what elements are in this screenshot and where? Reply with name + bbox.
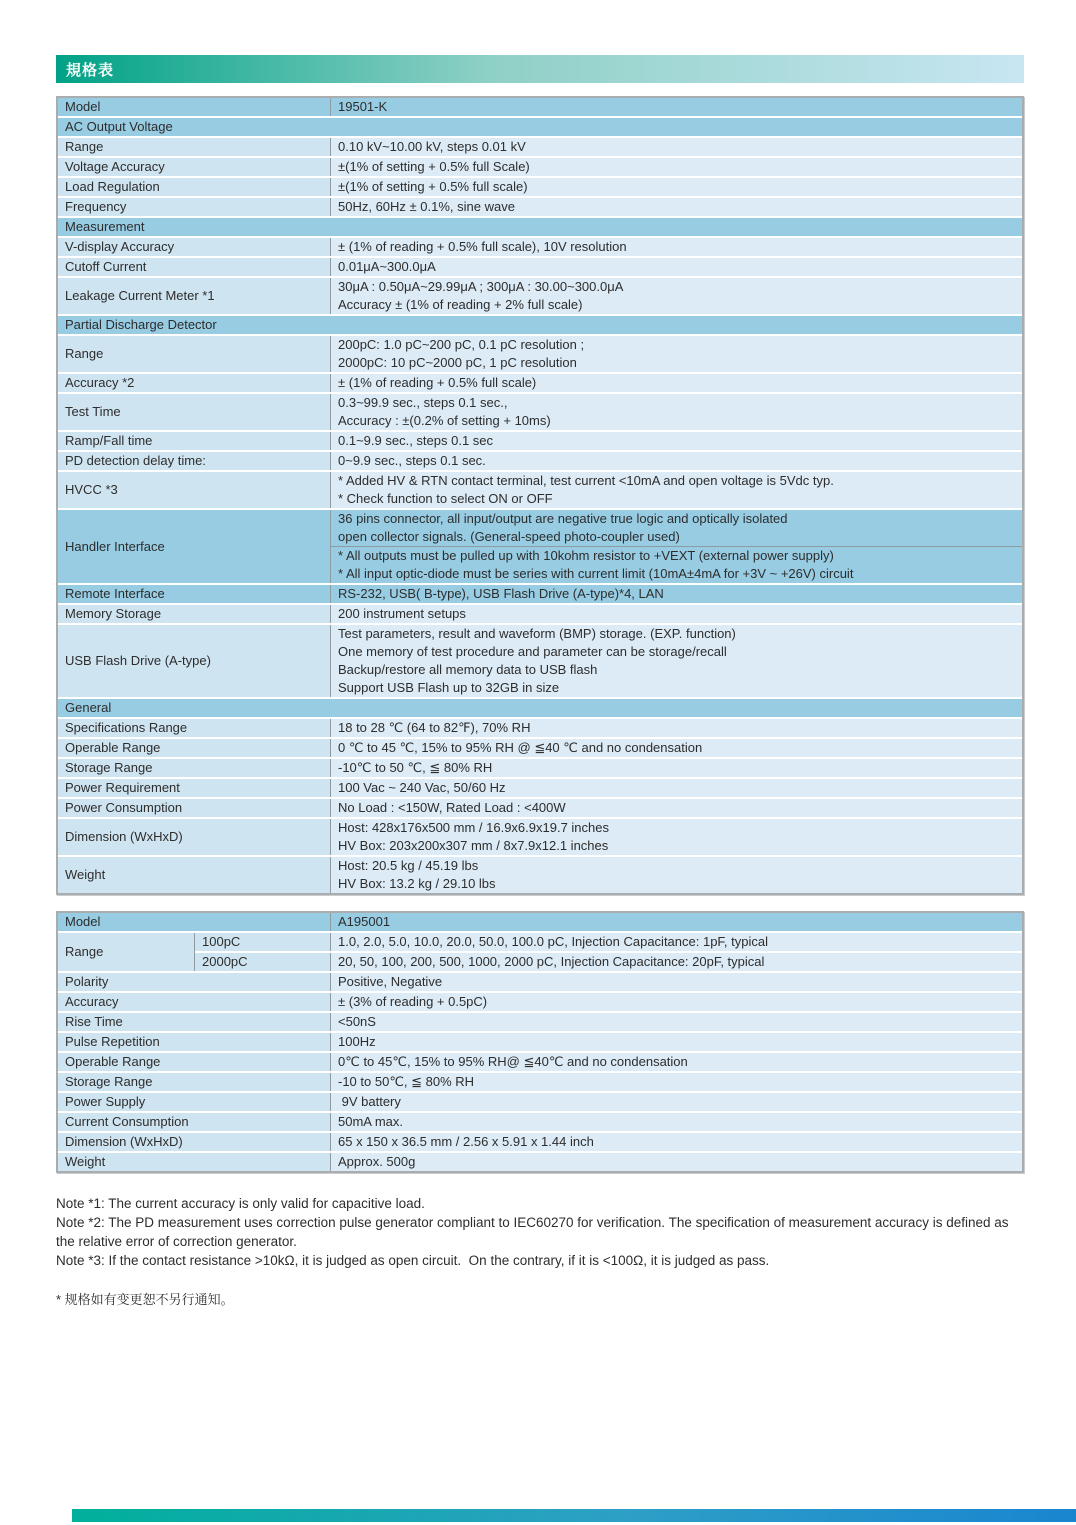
spec-value [331,472,1022,508]
spec-row [58,819,1022,857]
spec-value-line: 0 ℃ to 45 ℃, 15% to 95% RH @ ≦40 ℃ and no condensation [338,740,703,755]
spec-value-line: 0~9.9 sec., steps 0.1 sec. [338,453,486,468]
spec-row [58,719,1022,739]
section-label: AC Output Voltage [65,119,173,134]
spec-value-line: HV Box: 203x200x307 mm / 8x7.9x12.1 inches [338,838,609,853]
spec-label [58,198,331,216]
spec-value [331,759,1022,777]
spec-label-text: Pulse Repetition [65,1034,160,1049]
spec-value [331,198,1022,216]
spec-label [58,585,331,603]
spec-label [58,452,331,470]
spec-label [58,913,331,931]
spec-label-text: Current Consumption [65,1114,189,1129]
spec-value-line: HV Box: 13.2 kg / 29.10 lbs [338,876,496,891]
spec-label [58,1073,331,1091]
spec-label-text: PD detection delay time: [65,453,206,468]
spec-value [331,394,1022,430]
spec-row [58,779,1022,799]
spec-label-text: Storage Range [65,760,153,775]
spec-label [58,857,331,893]
spec-value-line: 200 instrument setups [338,606,466,621]
spec-value-line: Accuracy ± (1% of reading + 2% full scale) [338,297,583,312]
spec-value [331,1113,1022,1131]
spec-label-text: HVCC *3 [65,482,118,497]
spec-value-line: * All outputs must be pulled up with 10kohm resistor to +VEXT (external power supply) [338,548,834,563]
spec-label [58,510,331,583]
spec-label-text: Load Regulation [65,179,160,194]
spec-value-line: * Added HV & RTN contact terminal, test current <10mA and open voltage is 5Vdc typ. [338,473,834,488]
spec-label [58,1093,331,1111]
spec-row [58,238,1022,258]
spec-row [58,472,1022,510]
spec-label [58,472,331,508]
spec-value [331,278,1022,314]
section-label [58,699,1022,717]
spec-label-text: Accuracy [65,994,119,1009]
spec-label-text: Cutoff Current [65,259,147,274]
spec-label-text: Ramp/Fall time [65,433,153,448]
spec-label-text: Dimension (WxHxD) [65,829,183,844]
spec-label-text: Frequency [65,199,127,214]
spec-label [58,336,331,372]
spec-label [58,1153,331,1171]
spec-value [331,953,1022,971]
spec-label [58,432,331,450]
section-row [58,218,1022,238]
spec-row [58,973,1022,993]
spec-value-line: 0.1~9.9 sec., steps 0.1 sec [338,433,494,448]
spec-value-line: Host: 428x176x500 mm / 16.9x6.9x19.7 inches [338,820,609,835]
spec-value-line: 0.3~99.9 sec., steps 0.1 sec., [338,395,508,410]
spec-row [58,336,1022,374]
spec-label-text: Range [65,944,104,959]
cjk-footnote: * 规格如有变更恕不另行通知。 [56,1292,234,1307]
spec-row [58,98,1022,118]
spec-sub-label [195,933,331,951]
spec-row [58,1133,1022,1153]
spec-value-line: 50mA max. [338,1114,404,1129]
spec-row [58,510,1022,585]
spec-value-line: Accuracy : ±(0.2% of setting + 10ms) [338,413,551,428]
spec-value-block [331,510,1022,546]
spec-value [331,819,1022,855]
spec-row [58,933,1022,973]
spec-row [58,258,1022,278]
spec-label-text: Operable Range [65,1054,161,1069]
spec-value-line: 100Hz [338,1034,376,1049]
spec-value-block [331,546,1022,583]
section-row [58,118,1022,138]
spec-value-line: A195001 [338,914,391,929]
spec-value [331,452,1022,470]
spec-label [58,394,331,430]
spec-row [58,605,1022,625]
spec-value-line: * Check function to select ON or OFF [338,491,553,506]
spec-value [331,933,1022,951]
spec-row [58,913,1022,933]
spec-sub-row [195,933,1022,951]
spec-label-text: Voltage Accuracy [65,159,165,174]
spec-label [58,933,195,971]
spec-value-line: -10℃ to 50 ℃, ≦ 80% RH [338,760,493,775]
section-row [58,699,1022,719]
spec-label-text: Weight [65,867,106,882]
spec-value [331,1133,1022,1151]
spec-value-line: 0.10 kV~10.00 kV, steps 0.01 kV [338,139,526,154]
spec-label [58,799,331,817]
spec-label-text: Rise Time [65,1014,123,1029]
spec-value-line: open collector signals. (General-speed photo-coupler used) [338,529,680,544]
spec-label [58,1133,331,1151]
spec-value [331,138,1022,156]
spec-label-text: Storage Range [65,1074,153,1089]
spec-value [331,605,1022,623]
spec-label [58,605,331,623]
spec-value-line: RS-232, USB( B-type), USB Flash Drive (A-type)*4, LAN [338,586,664,601]
spec-value [331,625,1022,697]
spec-value-line: One memory of test procedure and parameter can be storage/recall [338,644,727,659]
spec-value-line: * All input optic-diode must be series with current limit (10mA±4mA for +3V ~ +26V) circuit [338,566,854,581]
spec-label [58,1053,331,1071]
spec-value [331,993,1022,1011]
spec-value-line: 65 x 150 x 36.5 mm / 2.56 x 5.91 x 1.44 inch [338,1134,594,1149]
spec-label-text: Model [65,99,101,114]
spec-value-line: ± (3% of reading + 0.5pC) [338,994,488,1009]
spec-value [331,857,1022,893]
spec-row [58,374,1022,394]
spec-row [58,278,1022,316]
spec-label [58,98,331,116]
spec-row [58,585,1022,605]
spec-value [331,1033,1022,1051]
spec-value-line: 200pC: 1.0 pC~200 pC, 0.1 pC resolution ; [338,337,585,352]
spec-label [58,759,331,777]
page-content [56,55,1024,1309]
spec-value-line: 19501-K [338,99,388,114]
spec-row [58,857,1022,893]
spec-value [331,432,1022,450]
spec-value [331,178,1022,196]
spec-row [58,739,1022,759]
spec-label-text: Memory Storage [65,606,162,621]
spec-row [58,1053,1022,1073]
spec-label [58,1013,331,1031]
spec-value [331,739,1022,757]
spec-label-text: USB Flash Drive (A-type) [65,653,211,668]
spec-label [58,1113,331,1131]
spec-value-line: Support USB Flash up to 32GB in size [338,680,560,695]
spec-label [58,993,331,1011]
spec-value-line: 100 Vac ~ 240 Vac, 50/60 Hz [338,780,506,795]
spec-value-line: 1.0, 2.0, 5.0, 10.0, 20.0, 50.0, 100.0 pC, Injection Capacitance: 1pF, typical [338,934,769,949]
spec-label-text: Operable Range [65,740,161,755]
spec-value-line: Test parameters, result and waveform (BMP) storage. (EXP. function) [338,626,736,641]
spec-row [58,759,1022,779]
spec-row [58,452,1022,472]
spec-value [331,1053,1022,1071]
spec-label [58,138,331,156]
spec-sheet-title-bar [56,55,1024,83]
spec-label-text: Model [65,914,101,929]
spec-row [58,1113,1022,1133]
spec-row [58,432,1022,452]
spec-value [331,1073,1022,1091]
spec-row [58,178,1022,198]
spec-label-text: Dimension (WxHxD) [65,1134,183,1149]
spec-label-text: Leakage Current Meter *1 [65,288,215,303]
spec-value [331,374,1022,392]
spec-label [58,625,331,697]
spec-value [331,98,1022,116]
spec-value-line: 9V battery [338,1094,401,1109]
spec-row [58,198,1022,218]
spec-label [58,1033,331,1051]
spec-label [58,779,331,797]
spec-label-text: Polarity [65,974,109,989]
spec-label-text: Test Time [65,404,121,419]
spec-value-stack [331,510,1022,583]
spec-value [331,158,1022,176]
spec-value [331,1093,1022,1111]
spec-value [331,585,1022,603]
spec-value-line: 18 to 28 ℃ (64 to 82℉), 70% RH [338,720,531,735]
spec-label [58,819,331,855]
spec-label-text: Range [65,346,104,361]
spec-row [58,625,1022,699]
spec-table-calibrator [56,911,1024,1173]
spec-label [58,739,331,757]
note-line: Note *2: The PD measurement uses correction pulse generator compliant to IEC60270 for verification. The specification of measurement accuracy is defined as the relative error of correction generator. [56,1215,1013,1249]
spec-label [58,238,331,256]
note-line: Note *3: If the contact resistance >10kΩ, it is judged as open circuit. On the contrary, if it is <100Ω, it is judged as pass. [56,1253,770,1268]
spec-row [58,1033,1022,1053]
spec-value-line: -10 to 50℃, ≦ 80% RH [338,1074,475,1089]
spec-value-line: ± (1% of reading + 0.5% full scale) [338,375,537,390]
spec-row [58,993,1022,1013]
section-row [58,316,1022,336]
spec-table-main-unit [56,96,1024,895]
spec-value-line: Backup/restore all memory data to USB flash [338,662,598,677]
spec-label [58,178,331,196]
spec-value [331,779,1022,797]
spec-value [331,238,1022,256]
spec-value-line: No Load : <150W, Rated Load : <400W [338,800,566,815]
spec-label-text: Specifications Range [65,720,188,735]
section-label: Measurement [65,219,145,234]
spec-value-line: Host: 20.5 kg / 45.19 lbs [338,858,479,873]
spec-row [58,1013,1022,1033]
spec-value [331,1153,1022,1171]
section-label: Partial Discharge Detector [65,317,217,332]
spec-label-text: Accuracy *2 [65,375,135,390]
spec-value-line: 2000pC: 10 pC~2000 pC, 1 pC resolution [338,355,577,370]
spec-label [58,258,331,276]
spec-row [58,799,1022,819]
spec-sub-label-text: 2000pC [202,954,248,969]
section-label: General [65,700,112,715]
spec-value [331,1013,1022,1031]
spec-row [58,138,1022,158]
spec-label-text: V-display Accuracy [65,239,175,254]
notes [56,1194,1024,1270]
spec-value-line: ± (1% of reading + 0.5% full scale), 10V resolution [338,239,627,254]
spec-value [331,336,1022,372]
spec-row [58,1153,1022,1171]
spec-sub-row [195,951,1022,971]
section-label [58,316,1022,334]
spec-value-line: 0.01μA~300.0μA [338,259,436,274]
spec-label-text: Handler Interface [65,538,165,554]
spec-value-line: <50nS [338,1014,376,1029]
spec-value-line: ±(1% of setting + 0.5% full scale) [338,179,528,194]
spec-sub-label [195,953,331,971]
footer-gradient-bar [72,1509,1076,1522]
spec-label [58,719,331,737]
spec-value-line: 0℃ to 45℃, 15% to 95% RH@ ≦40℃ and no condensation [338,1054,688,1069]
section-label [58,218,1022,236]
spec-value-line: 30μA : 0.50μA~29.99μA ; 300μA : 30.00~300.0μA [338,279,624,294]
spec-label [58,973,331,991]
spec-row [58,158,1022,178]
spec-sub-rows [195,933,1022,971]
spec-label-text: Power Requirement [65,780,180,795]
spec-value-line: ±(1% of setting + 0.5% full Scale) [338,159,530,174]
spec-label-text: Power Supply [65,1094,146,1109]
spec-value-line: Approx. 500g [338,1154,416,1169]
spec-value [331,258,1022,276]
spec-label [58,158,331,176]
spec-value [331,913,1022,931]
spec-label-text: Remote Interface [65,586,165,601]
spec-value-line: 20, 50, 100, 200, 500, 1000, 2000 pC, Injection Capacitance: 20pF, typical [338,954,765,969]
spec-sub-label-text: 100pC [202,934,241,949]
note-line: Note *1: The current accuracy is only valid for capacitive load. [56,1196,425,1211]
spec-value-line: 50Hz, 60Hz ± 0.1%, sine wave [338,199,515,214]
spec-row [58,1093,1022,1113]
spec-label [58,278,331,314]
spec-value [331,719,1022,737]
spec-value [331,973,1022,991]
page-title: 規格表 [66,61,115,79]
spec-row [58,1073,1022,1093]
spec-value-line: Positive, Negative [338,974,443,989]
spec-label-text: Range [65,139,104,154]
spec-value [331,799,1022,817]
section-label [58,118,1022,136]
spec-value-line: 36 pins connector, all input/output are negative true logic and optically isolated [338,511,788,526]
spec-row [58,394,1022,432]
spec-label-text: Power Consumption [65,800,183,815]
spec-label [58,374,331,392]
spec-label-text: Weight [65,1154,106,1169]
